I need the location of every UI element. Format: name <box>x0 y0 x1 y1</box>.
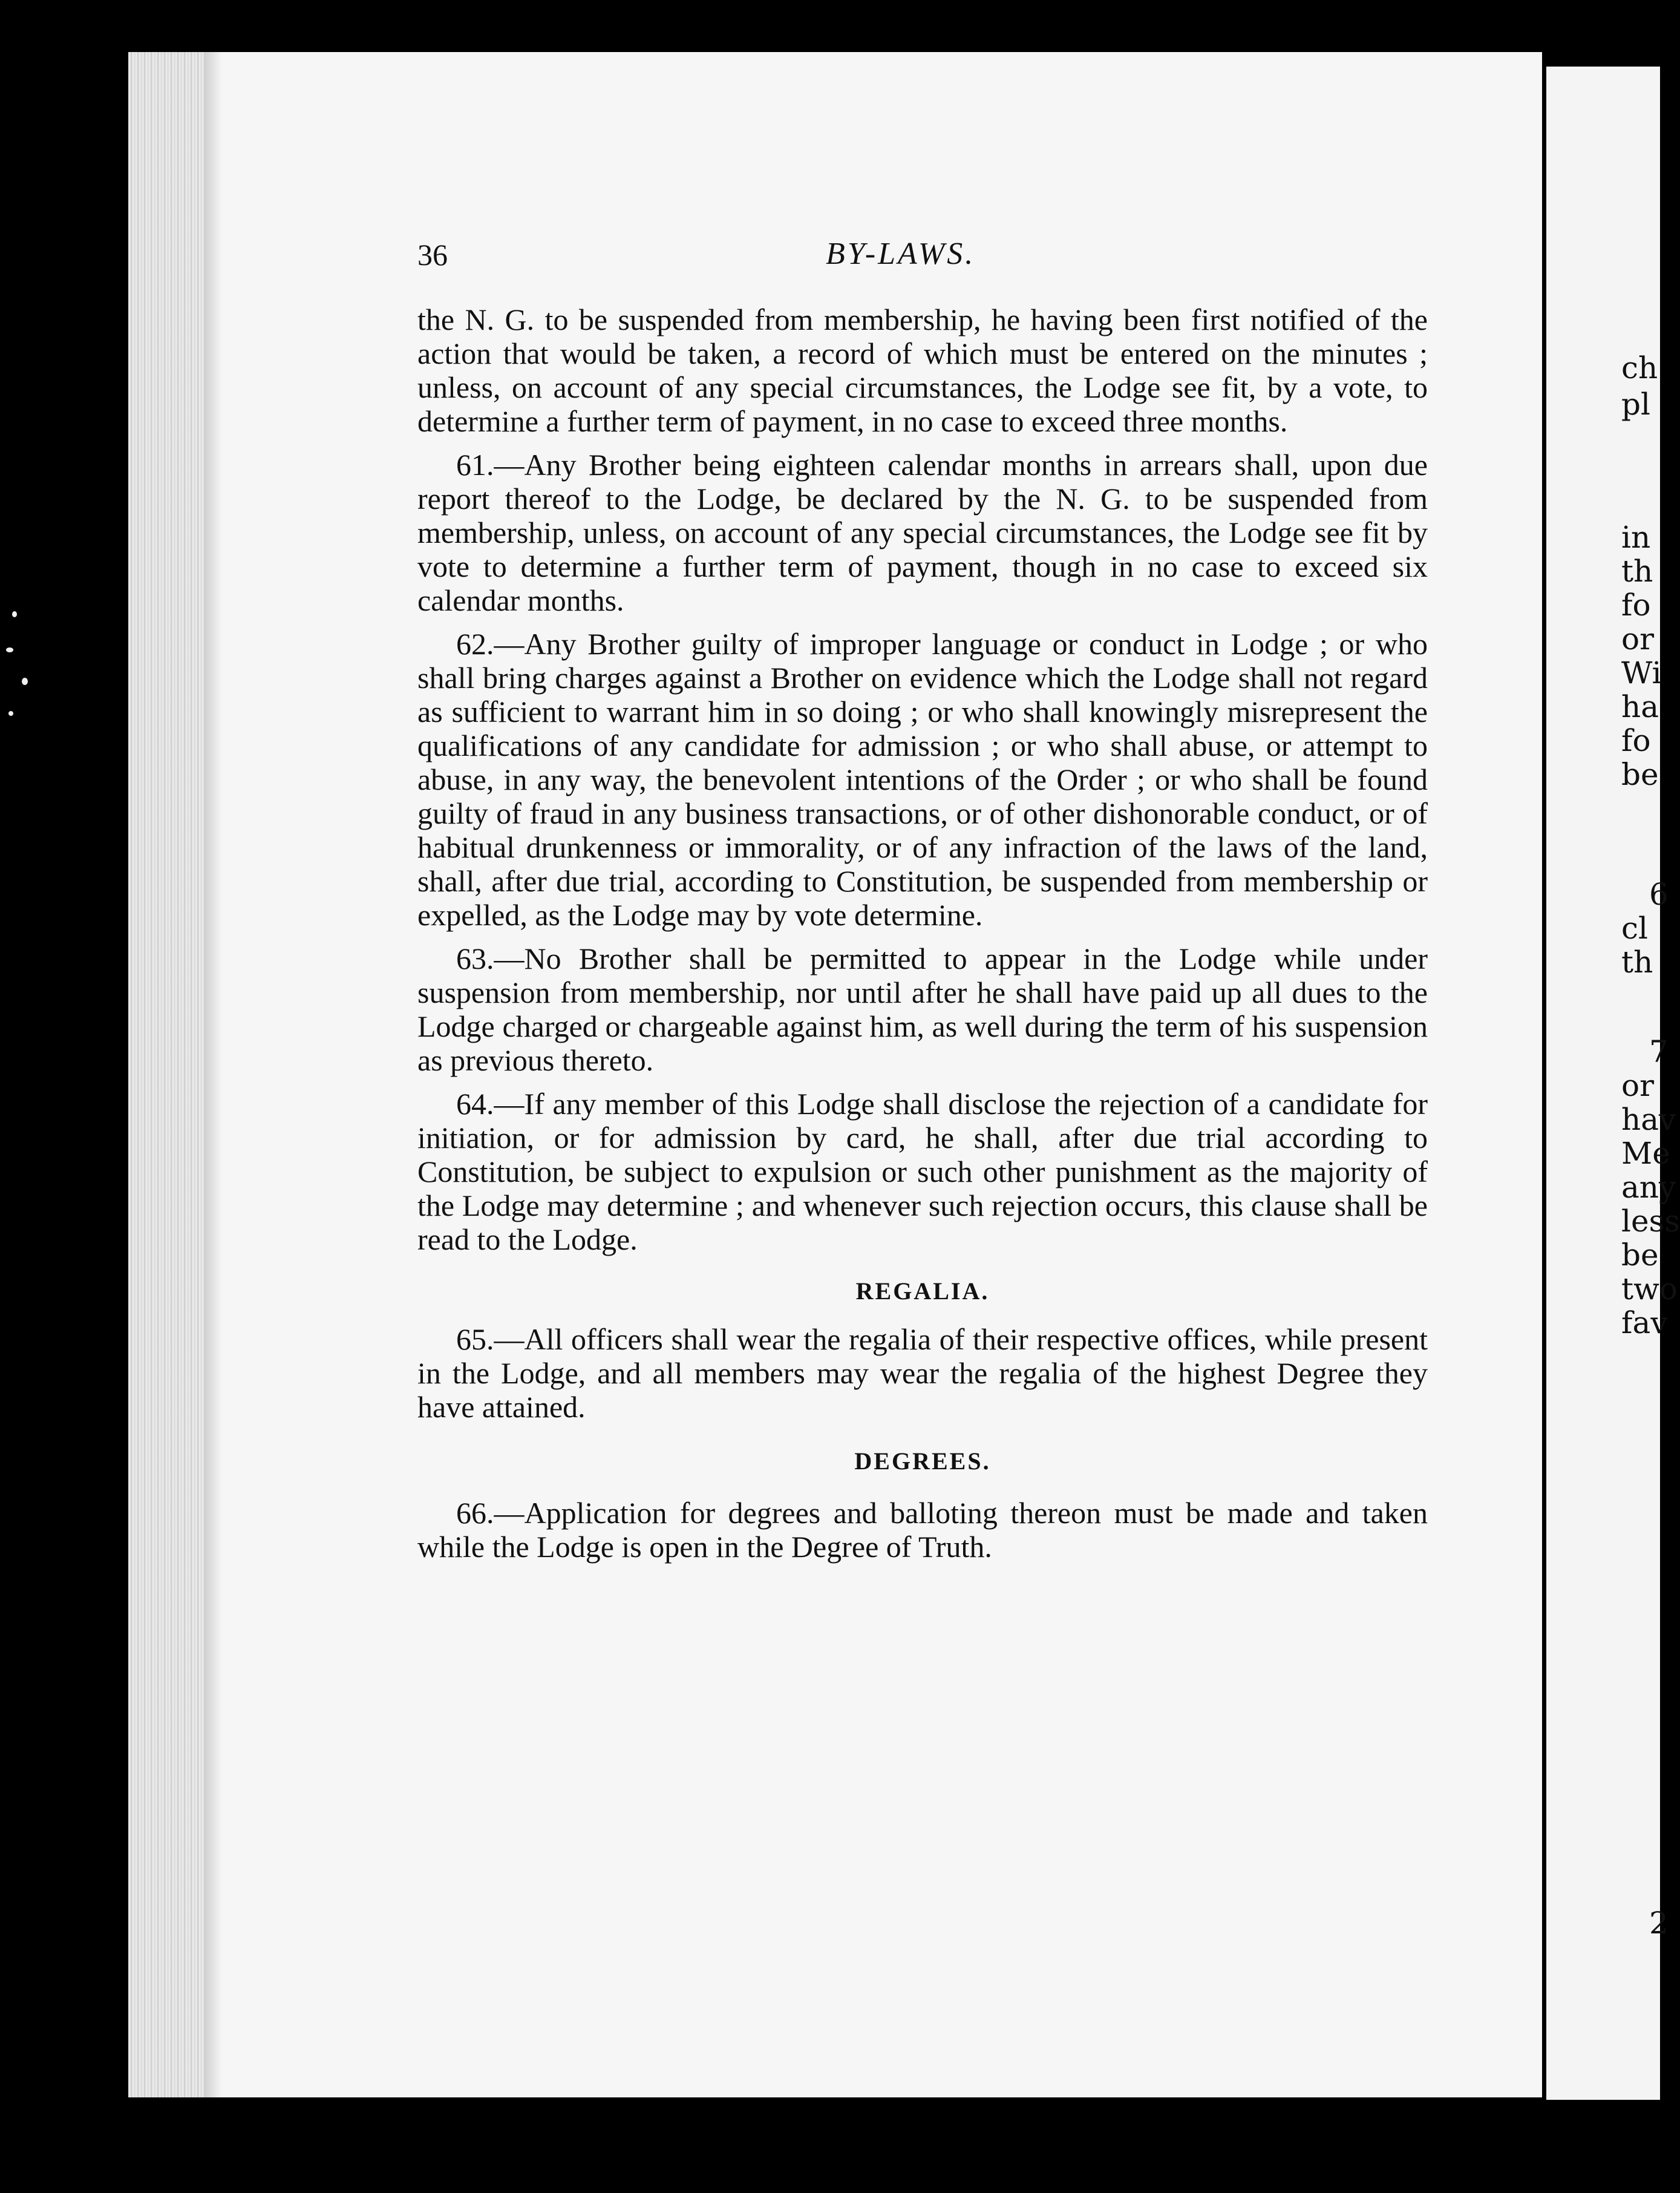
page-number: 36 <box>417 238 448 272</box>
facing-page-fragment: or <box>1621 1068 1655 1103</box>
page-gutter-shadow <box>204 52 222 2097</box>
facing-page-fragment: fo <box>1621 723 1651 758</box>
section-62: 62.—Any Brother guilty of improper language or conduct in Lodge ; or who shall bring charges against a Brother on evidence which the Lodge shall not regard as sufficient to warrant him in so doing ; or who shall knowingly misrepresent the qualifications of any candidate for admission ; or who shall abuse, or attempt to abuse, in any way, the benevolent intentions of the Order ; or who shall be found guilty of fraud in any business transactions, or of other dishonorable conduct, or of habitual drunkenness or immorality, or of any infraction of the laws of the land, shall, after due trial, according to Constitution, be suspended from membership or expelled, as the Lodge may by vote determine. <box>417 627 1428 932</box>
section-66: 66.—Application for degrees and balloting thereon must be made and taken while the Lodge is open in the Degree of Truth. <box>417 1496 1428 1564</box>
facing-page-fragment: fo <box>1621 588 1651 623</box>
facing-page-fragment: any <box>1621 1170 1676 1205</box>
body-text <box>417 303 1428 1564</box>
heading-regalia: REGALIA. <box>855 1277 990 1305</box>
facing-page <box>1546 67 1680 2100</box>
section-63: 63.—No Brother shall be permitted to appear in the Lodge while under suspension from membership, nor until after he shall have paid up all dues to the Lodge charged or chargeable against him, as well during the term of his suspension as previous thereto. <box>417 942 1428 1077</box>
facing-page-fragment: be <box>1621 757 1659 792</box>
facing-page-fragment: less <box>1621 1204 1680 1239</box>
facing-page-fragment: in <box>1621 520 1651 555</box>
facing-page-fragment: ha <box>1621 689 1659 724</box>
facing-page-fragment: Me <box>1621 1136 1670 1171</box>
running-title: BY-LAWS. <box>826 237 976 271</box>
facing-page-fragment: th <box>1621 945 1653 980</box>
facing-page-fragment: 2 <box>1649 1906 1669 1941</box>
section-65: 65.—All officers shall wear the regalia of their respective offices, while present in the Lodge, and all members may wear the regalia of the highest Degree they have attained. <box>417 1322 1428 1424</box>
dust-speck <box>12 611 17 617</box>
section-61: 61.—Any Brother being eighteen calendar months in arrears shall, upon due report thereof to the Lodge, be declared by the N. G. to be suspended from membership, unless, on account of any special circumstances, the Lodge see fit by vote to determine a further term of payment, though in no case to exceed six calendar months. <box>417 448 1428 617</box>
facing-page-fragment: Wi <box>1621 655 1662 690</box>
facing-page-fragment: ch <box>1621 350 1658 385</box>
continuation-paragraph: the N. G. to be suspended from membership, he having been first notified of the action that would be taken, a record of which must be entered on the minutes ; unless, on account of any special circumstances, the Lodge see fit, by a vote, to determine a further term of payment, in no case to exceed three months. <box>417 303 1428 438</box>
dust-speck <box>6 647 13 652</box>
facing-page-fragment: or <box>1621 621 1655 657</box>
facing-page-fragment: two <box>1621 1271 1678 1306</box>
facing-page-fragment: 7 <box>1649 1034 1669 1069</box>
dust-speck <box>8 711 13 716</box>
facing-page-fragment: pl <box>1621 387 1650 422</box>
dust-speck <box>22 678 28 685</box>
facing-page-fragment: th <box>1621 554 1653 589</box>
facing-page-fragment: cl <box>1621 911 1648 946</box>
facing-page-fragment: 6 <box>1649 877 1669 912</box>
heading-degrees: DEGREES. <box>854 1447 991 1475</box>
page-stack-edge <box>128 52 204 2097</box>
section-64: 64.—If any member of this Lodge shall disclose the rejection of a candidate for initiation, or for admission by card, he shall, after due trial according to Constitution, be subject to expulsion or such other punishment as the majority of the Lodge may determine ; and whenever such rejection occurs, this clause shall be read to the Lodge. <box>417 1087 1428 1256</box>
facing-page-fragment: hav <box>1621 1102 1676 1137</box>
facing-page-fragment: fav <box>1621 1305 1668 1340</box>
facing-page-fragment: be <box>1621 1237 1659 1273</box>
